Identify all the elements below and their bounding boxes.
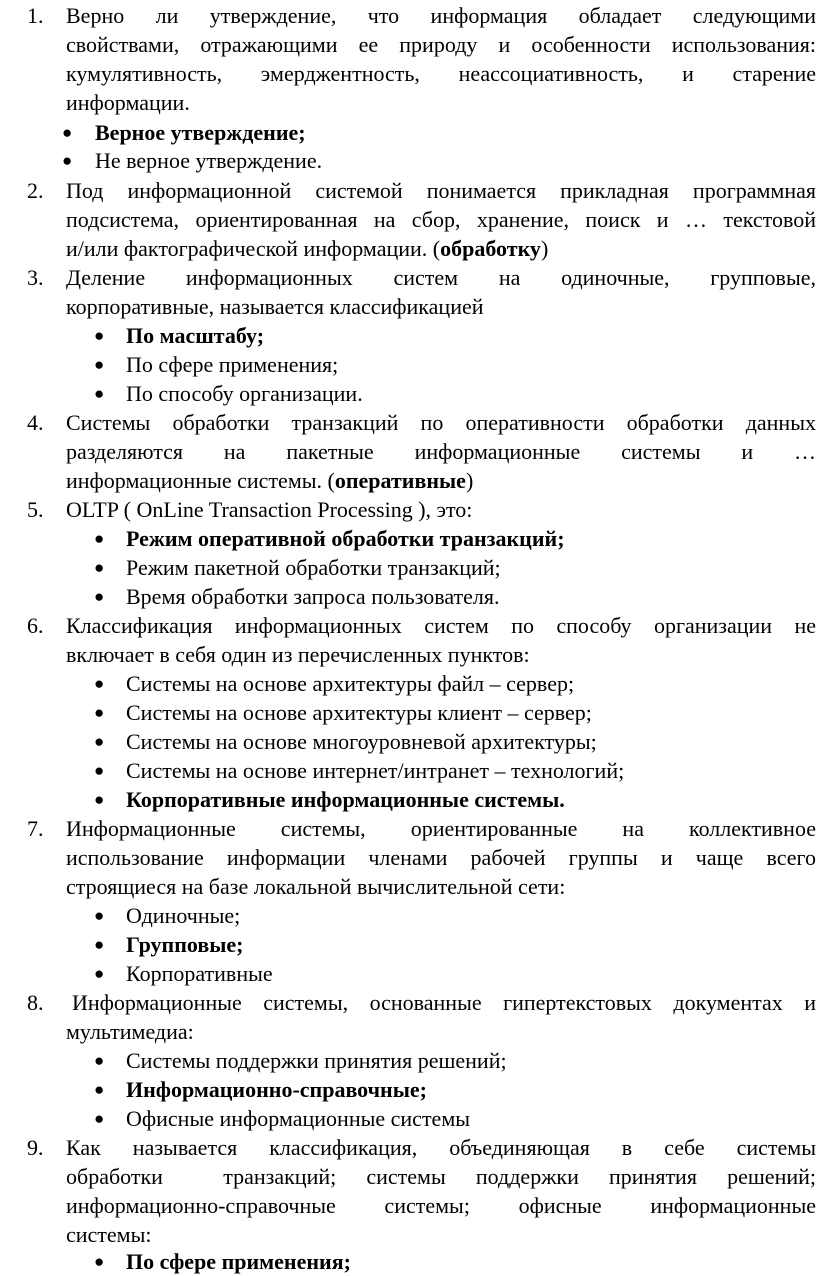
bullet-icon: ● — [94, 1080, 105, 1099]
question-number: 8. — [27, 990, 44, 1015]
question-text-line: Под информационной системой понимается прикладная программная — [66, 178, 816, 203]
question-text-line: корпоративные, называется классификацией — [66, 294, 484, 319]
question-text-line: Классификация информационных систем по способу организации не — [66, 613, 816, 638]
option-correct: По масштабу; — [126, 323, 265, 348]
bullet-icon: ● — [94, 355, 105, 374]
question-number: 6. — [27, 613, 44, 638]
option-correct: Информационно-справочные; — [126, 1077, 427, 1102]
question-text-line: OLTP ( OnLine Transaction Processing ), это: — [66, 497, 473, 522]
question-text-line: Верно ли утверждение, что информация обладает следующими — [66, 3, 816, 28]
bullet-icon: ● — [94, 587, 105, 606]
option: По сфере применения; — [126, 352, 339, 377]
bullet-icon: ● — [94, 906, 105, 925]
question-text-line: информации. — [66, 90, 190, 115]
question-text-line: информационные системы. (оперативные) — [66, 468, 474, 493]
question-text-line: системы: — [66, 1222, 152, 1247]
option: Системы на основе архитектуры файл – сервер; — [126, 671, 575, 696]
bullet-icon: ● — [94, 384, 105, 403]
question-text-line: разделяются на пакетные информационные системы и … — [66, 439, 816, 464]
bullet-icon: ● — [94, 1051, 105, 1070]
question-number: 1. — [27, 3, 44, 28]
bullet-icon: ● — [94, 732, 105, 751]
question-text-line: включает в себя один из перечисленных пунктов: — [66, 642, 530, 667]
question-text-line: свойствами, отражающими ее природу и особенности использования: — [66, 32, 816, 57]
question-text-line: Информационные системы, основанные гипертекстовых документах и — [72, 990, 816, 1015]
question-number: 5. — [27, 497, 44, 522]
option: По способу организации. — [126, 381, 363, 406]
option-correct: Групповые; — [126, 932, 244, 957]
question-text-line: строящиеся на базе локальной вычислительной сети: — [66, 874, 566, 899]
question-text-line: Как называется классификация, объединяющая в себе системы — [66, 1135, 816, 1160]
bullet-icon: ● — [62, 151, 73, 170]
question-text-line: кумулятивность, эмерджентность, неассоциативность, и старение — [66, 61, 816, 86]
option: Системы на основе интернет/интранет – технологий; — [126, 758, 625, 783]
bullet-icon: ● — [94, 964, 105, 983]
question-number: 9. — [27, 1135, 44, 1160]
option: Не верное утверждение. — [95, 148, 323, 173]
question-number: 3. — [27, 265, 44, 290]
question-text-line: мультимедиа: — [66, 1019, 194, 1044]
question-text-line: Системы обработки транзакций по оперативности обработки данных — [66, 410, 816, 435]
question-text-line: подсистема, ориентированная на сбор, хранение, поиск и … текстовой — [66, 207, 816, 232]
option-correct: Режим оперативной обработки транзакций; — [126, 526, 565, 551]
option: Системы поддержки принятия решений; — [126, 1048, 507, 1073]
option: Время обработки запроса пользователя. — [126, 584, 500, 609]
question-text-line: Информационные системы, ориентированные на коллективное — [66, 816, 816, 841]
answer: обработку — [440, 236, 541, 261]
bullet-icon: ● — [94, 703, 105, 722]
bullet-icon: ● — [94, 761, 105, 780]
bullet-icon: ● — [62, 123, 73, 142]
bullet-icon: ● — [94, 790, 105, 809]
option: Системы на основе многоуровневой архитектуры; — [126, 729, 597, 754]
bullet-icon: ● — [94, 326, 105, 345]
question-text-line: Деление информационных систем на одиночные, групповые, — [66, 265, 816, 290]
option: Одиночные; — [126, 903, 241, 928]
bullet-icon: ● — [94, 1252, 105, 1271]
option: Офисные информационные системы — [126, 1106, 471, 1131]
bullet-icon: ● — [94, 674, 105, 693]
option-correct: Верное утверждение; — [95, 120, 306, 145]
option: Режим пакетной обработки транзакций; — [126, 555, 501, 580]
question-text-line: и/или фактографической информации. (обработку) — [66, 236, 549, 261]
option-correct: По сфере применения; — [126, 1249, 351, 1274]
bullet-icon: ● — [94, 529, 105, 548]
option: Корпоративные — [126, 961, 273, 986]
bullet-icon: ● — [94, 558, 105, 577]
question-text-line: информационно-справочные системы; офисные информационные — [66, 1193, 816, 1218]
answer: оперативные — [334, 468, 466, 493]
question-number: 4. — [27, 410, 44, 435]
option-correct: Корпоративные информационные системы. — [126, 787, 565, 812]
option: Системы на основе архитектуры клиент – сервер; — [126, 700, 592, 725]
bullet-icon: ● — [94, 935, 105, 954]
question-number: 2. — [27, 178, 44, 203]
question-number: 7. — [27, 816, 44, 841]
question-text-line: обработки транзакций; системы поддержки принятия решений; — [66, 1164, 816, 1189]
question-text-line: использование информации членами рабочей группы и чаще всего — [66, 845, 816, 870]
bullet-icon: ● — [94, 1109, 105, 1128]
